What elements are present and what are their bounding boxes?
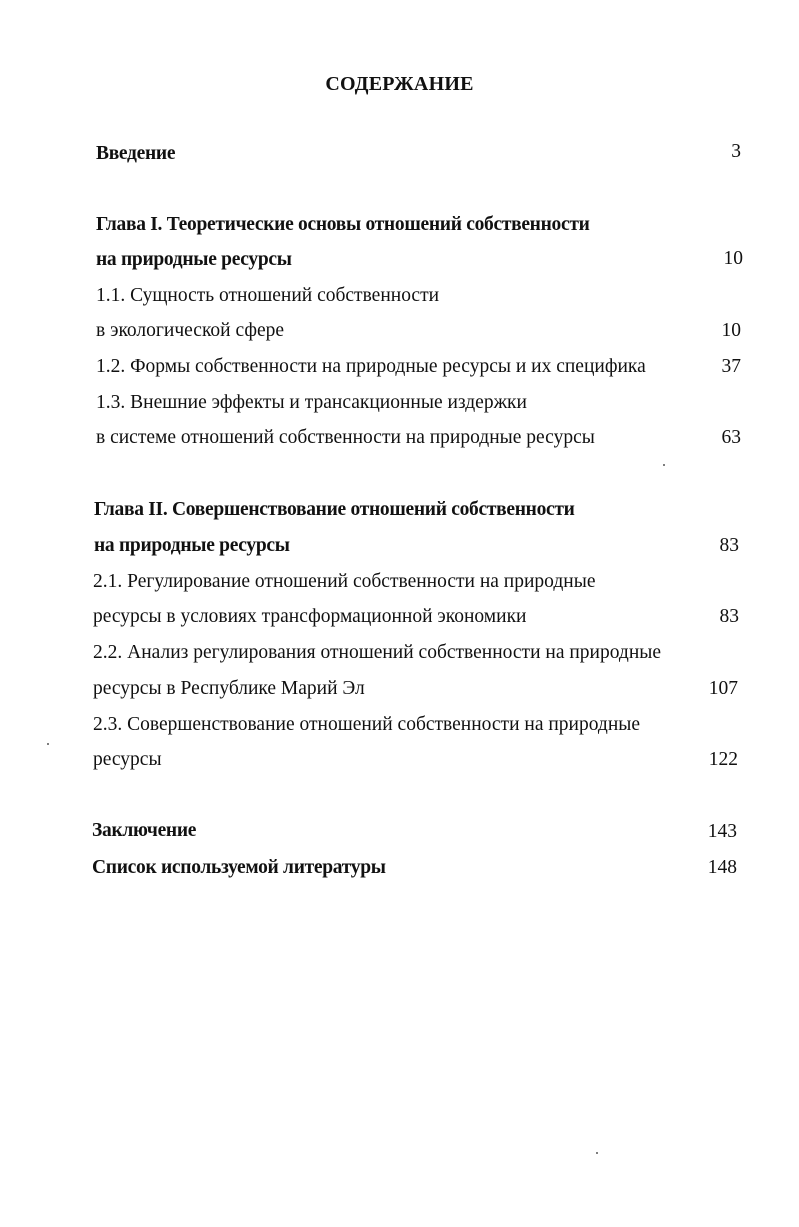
- toc-section-2-3-page: 122: [708, 749, 738, 770]
- toc-bibliography-page: 148: [707, 857, 737, 878]
- toc-section-1-3-page: 63: [721, 427, 741, 448]
- toc-conclusion: Заключение: [92, 820, 197, 841]
- toc-section-1-3-line1: 1.3. Внешние эффекты и трансакционные издержки: [96, 392, 527, 413]
- scan-speck: [596, 1152, 598, 1154]
- scan-speck: [663, 464, 665, 466]
- toc-bibliography: Список используемой литературы: [92, 857, 386, 878]
- scan-speck: [47, 743, 49, 745]
- toc-section-2-2-line1: 2.2. Анализ регулирования отношений собственности на природные: [93, 642, 662, 663]
- toc-section-2-2-page: 107: [708, 678, 738, 699]
- toc-section-1-1-page: 10: [721, 320, 741, 341]
- toc-chapter2-page: 83: [719, 535, 739, 556]
- toc-chapter2-heading-line1: Глава II. Совершенствование отношений собственности: [94, 499, 575, 520]
- toc-section-1-2-page: 37: [721, 356, 741, 377]
- toc-section-2-2-line2: ресурсы в Республике Марий Эл: [93, 678, 365, 699]
- toc-conclusion-page: 143: [707, 821, 737, 842]
- toc-section-2-1-line1: 2.1. Регулирование отношений собственности на природные: [93, 571, 596, 592]
- toc-chapter1-page: 10: [723, 248, 743, 269]
- toc-chapter2-heading-line2: на природные ресурсы: [94, 535, 290, 556]
- toc-intro-page: 3: [731, 141, 741, 162]
- toc-chapter1-heading-line2: на природные ресурсы: [96, 249, 292, 270]
- toc-section-1-1-line1: 1.1. Сущность отношений собственности: [96, 285, 440, 306]
- toc-section-2-1-page: 83: [719, 606, 739, 627]
- toc-intro: Введение: [96, 143, 176, 164]
- page-title: СОДЕРЖАНИЕ: [325, 73, 474, 95]
- toc-section-2-1-line2: ресурсы в условиях трансформационной экономики: [93, 606, 527, 627]
- toc-section-1-2: 1.2. Формы собственности на природные ресурсы и их специфика: [96, 356, 646, 377]
- toc-chapter1-heading-line1: Глава I. Теоретические основы отношений собственности: [96, 214, 590, 235]
- toc-section-2-3-line1: 2.3. Совершенствование отношений собственности на природные: [93, 714, 641, 735]
- toc-section-2-3-line2: ресурсы: [93, 749, 162, 770]
- toc-section-1-1-line2: в экологической сфере: [96, 320, 285, 341]
- toc-section-1-3-line2: в системе отношений собственности на природные ресурсы: [96, 427, 595, 448]
